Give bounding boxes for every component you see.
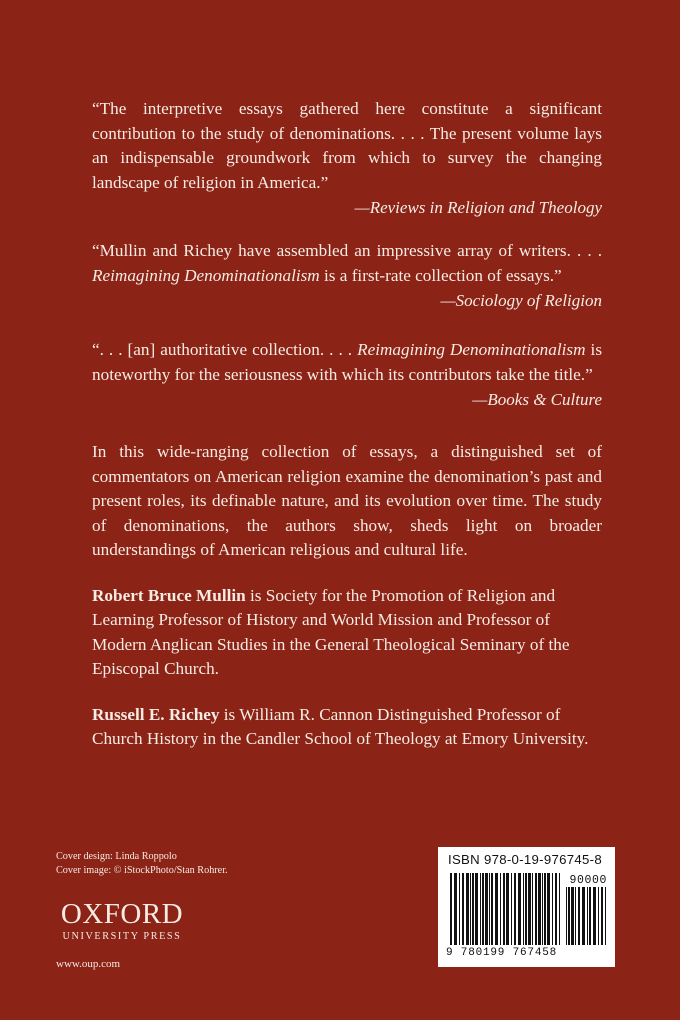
barcode-bar [518,873,521,945]
barcode-bar [593,887,596,945]
barcode-bar [535,873,537,945]
book-description: In this wide-ranging collection of essays, a distinguished set of commentators on American religion examine the denomination’s past and present roles, its definable nature, and its evolution over time. The study of denominations, the authors show, sheds light on broader understandings of American religious and cultural life. [92,442,602,559]
barcode-bar [605,887,606,945]
cover-image-credit: Cover image: © iStockPhoto/Stan Rohrer. [56,865,228,876]
barcode-bar [472,873,474,945]
barcode-bar [485,873,488,945]
review-quote-3 [92,338,602,412]
barcode-bar [506,873,509,945]
barcode-bar [462,873,464,945]
barcode-bar [555,873,557,945]
author-bio-1 [92,584,602,682]
author-bio-1-text: is Society for the Promotion of Religion and Learning Professor of History and World Mission and Professor of Modern Anglican Studies in the General Theological Seminary of the Episcopal Church. [92,585,570,678]
barcode-bar [544,873,546,945]
barcode-bar [503,873,505,945]
isbn-barcode [438,847,615,967]
barcode-bar [571,887,574,945]
barcode-bar [566,887,567,945]
barcode-bar [538,873,541,945]
barcode-bar [470,873,471,945]
barcode-bar [542,873,543,945]
barcode-bar [450,873,452,945]
barcode-bar [559,873,560,945]
review-quote-2 [92,239,602,313]
cover-credits [56,850,228,878]
barcode-bar [495,873,498,945]
barcode-bar [500,873,501,945]
barcode-addon-bars [566,887,606,945]
quote-2-book-title: Reimagining Denominationalism [92,265,320,285]
quote-3-body-b: is noteworthy for the seriousness with which its contributors take the title.” [92,340,603,384]
barcode-bar [578,887,580,945]
author-name-2: Russell E. Richey [92,704,220,724]
barcode-bar [454,873,457,945]
barcode-bar [480,873,481,945]
barcode-bar [523,873,524,945]
barcode-bar [514,873,516,945]
quote-1-text [92,97,602,195]
author-bio-2 [92,703,602,752]
review-quote-1 [92,97,602,220]
barcode-bar [582,887,585,945]
quote-2-body-a: “Mullin and Richey have assembled an impressive array of writers. . . . [92,241,602,260]
barcode-bar [491,873,493,945]
barcode-bar [589,887,591,945]
price-code: 90000 [569,874,607,887]
barcode-bar [459,873,460,945]
isbn-label: ISBN 978-0-19-976745-8 [448,852,602,867]
quote-3-text [92,338,602,387]
publisher-name: OXFORD [60,898,184,930]
quote-3-attribution: —Books & Culture [472,390,602,409]
barcode-bar [525,873,527,945]
quote-1-body: “The interpretive essays gathered here constitute a significant contribution to the study of denominations. . . . The present volume lays an indispensable groundwork from which to survey the changing landscape of religion in America.” [92,99,602,192]
author-bio-2-text: is William R. Cannon Distinguished Professor of Church History in the Candler School of Theology at Emory University. [92,704,589,748]
quote-3-book-title: Reimagining Denominationalism [357,340,586,359]
barcode-bar [466,873,469,945]
barcode-bar [587,887,588,945]
barcode-bar [528,873,531,945]
back-cover-text [92,97,602,752]
barcode-bar [598,887,599,945]
quote-2-body-b: is a first-rate collection of essays.” [319,265,562,285]
quote-3-body-a: “. . . [an] authoritative collection. . . . [92,340,358,359]
quote-1-attribution: —Reviews in Religion and Theology [354,198,602,217]
barcode-bar [489,873,490,945]
publisher-logo [56,899,188,943]
barcode-digits: 9 780199 767458 [446,947,558,959]
barcode-bar [601,887,603,945]
barcode-bar [475,873,478,945]
quote-2-attribution: —Sociology of Religion [440,291,602,310]
barcode-bar [482,873,484,945]
barcode-bar [511,873,512,945]
barcode-bar [568,887,570,945]
cover-design-credit: Cover design: Linda Roppolo [56,851,177,862]
barcode-bar [547,873,550,945]
quote-2-text [92,239,602,288]
barcode-bar [575,887,576,945]
author-name-1: Robert Bruce Mullin [92,585,246,605]
publisher-url: www.oup.com [56,958,121,970]
barcode-main-bars [450,873,560,945]
publisher-subtitle: UNIVERSITY PRESS [62,931,182,942]
barcode-bar [552,873,553,945]
barcode-bar [532,873,533,945]
